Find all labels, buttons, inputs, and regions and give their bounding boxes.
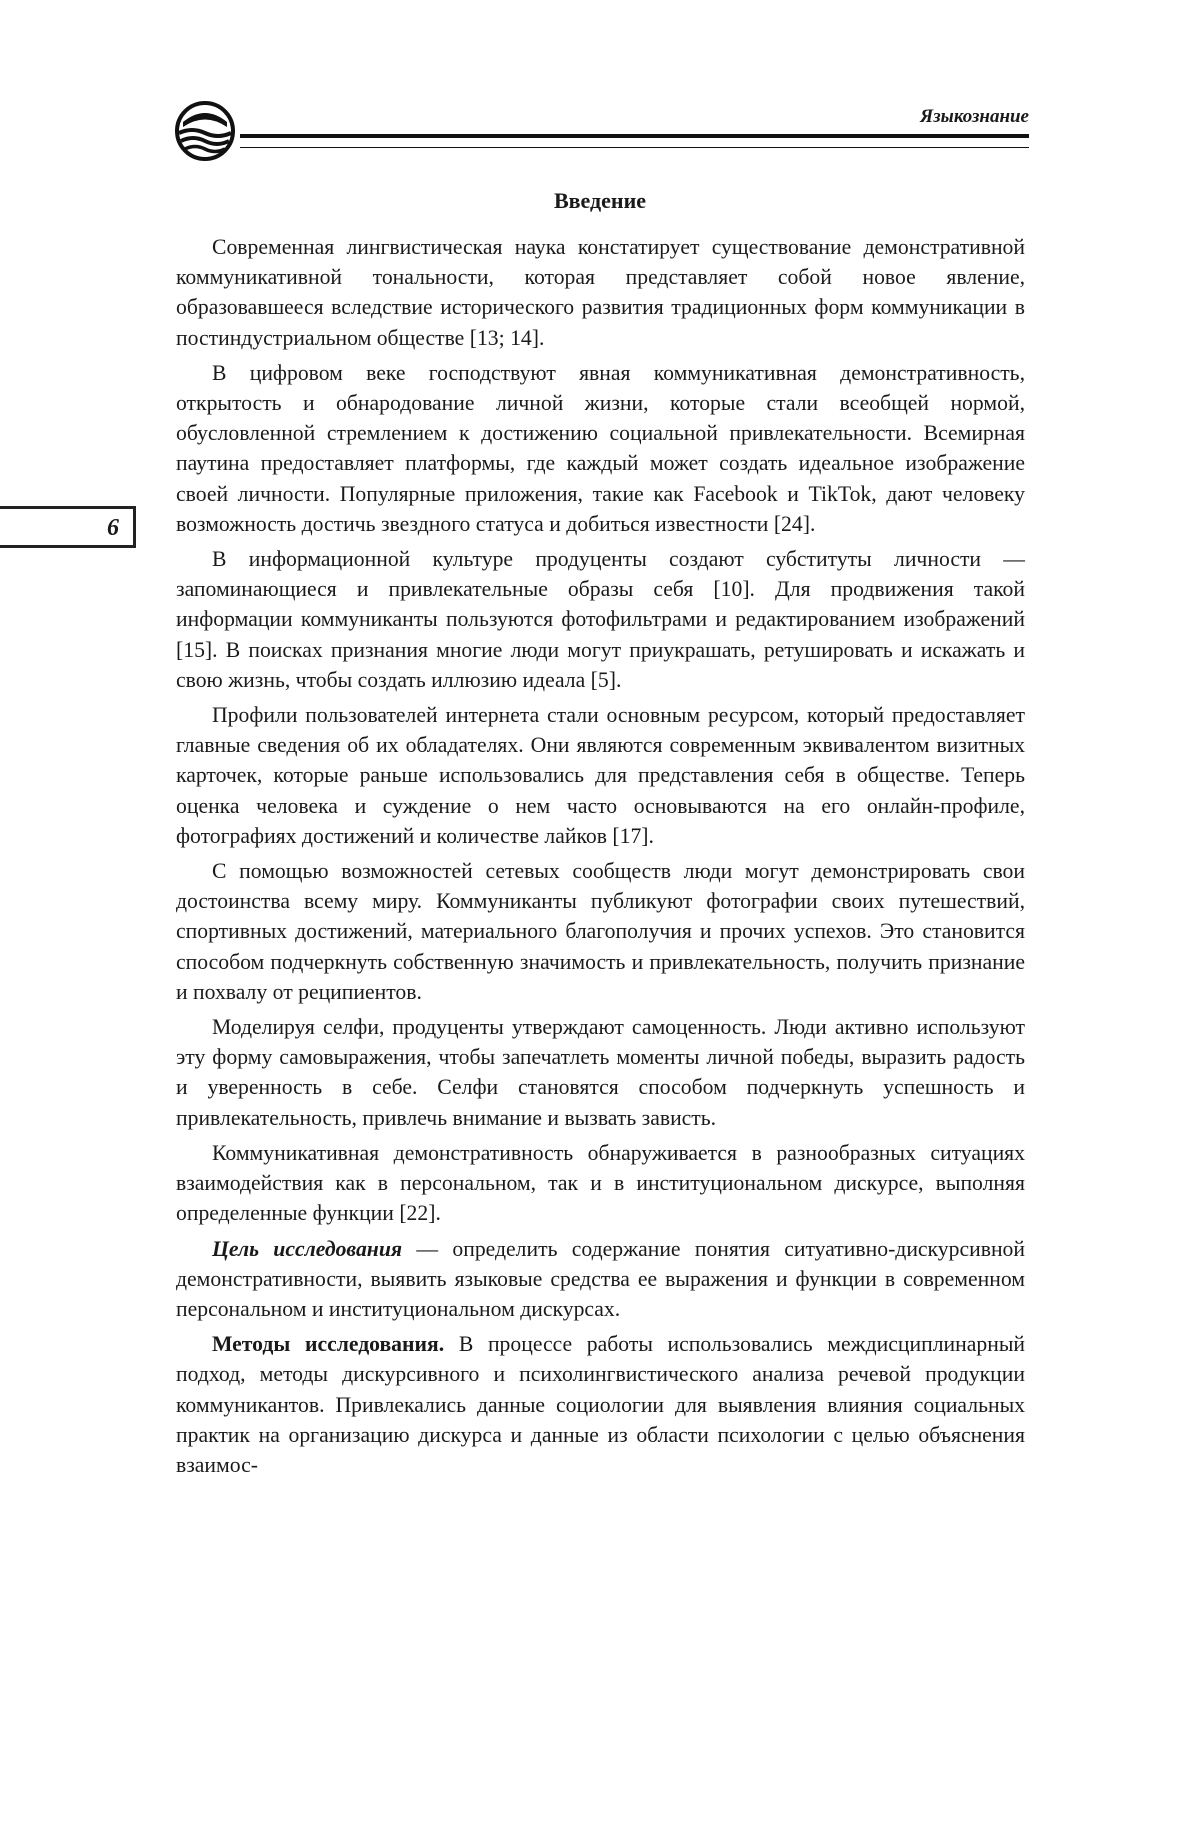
methods-lead: Методы исследования. [212,1332,445,1357]
running-title: Языкознание [920,106,1029,127]
paragraph-methods: Методы исследования. В процессе работы использовались междисциплинарный подход, методы дискурсивного и психолингвистического анализа речевой продукции коммуникантов. Привлекались данные социологии для выявления влияния социальных практик на организацию дискурса и данные из области психологии с целью объяснения взаимос- [176,1332,1026,1477]
paragraph: Современная лингвистическая наука констатирует существование демонстративной коммуникативной тональности, которая представляет собой новое явление, образовавшееся вследствие исторического развития традиционных форм коммуникации в постиндустриальном обществе [13; 14]. [176,235,1025,350]
publisher-wave-logo-icon [174,100,236,162]
page-number-tab [0,506,136,548]
header-rule [240,134,1029,148]
paragraph: Профили пользователей интернета стали основным ресурсом, который предоставляет главные сведения об их обладателях. Они являются современным эквивалентом визитных карточек, которые раньше использовались для представления себя в обществе. Теперь оценка человека и суждение о нем часто основываются на его онлайн-профиле, фотографиях достижений и количестве лайков [17]. [176,703,1025,848]
paragraph: С помощью возможностей сетевых сообществ люди могут демонстрировать свои достоинства всему миру. Коммуниканты публикуют фотографии своих путешествий, спортивных достижений, материального благополучия и прочих успехов. Это становится способом подчеркнуть собственную значимость и привлекательность, получить признание и похвалу от реципиентов. [176,859,1025,1004]
paragraph-aim: Цель исследования — определить содержание понятия ситуативно-дискурсивной демонстративности, выявить языковые средства ее выражения и функции в современном персональном и институциональном дискурсах. [176,1236,1025,1321]
page-number: 6 [107,515,119,541]
paragraph: Коммуникативная демонстративность обнаруживается в разнообразных ситуациях взаимодействия как в персональном, так и в институциональном дискурсе, выполняя определенные функции [22]. [176,1140,1025,1226]
paragraph: В информационной культуре продуценты создают субституты личности — запоминающиеся и привлекательные образы себя [10]. Для продвижения такой информации коммуниканты пользуются фотофильтрами и редактированием изображений [15]. В поисках признания многие люди могут приукрашать, ретушировать и искажать и свою жизнь, чтобы создать иллюзию идеала [5]. [176,547,1025,692]
paragraph: Моделируя селфи, продуценты утверждают самоценность. Люди активно используют эту форму самовыражения, чтобы запечатлеть моменты личной победы, выразить радость и уверенность в себе. Селфи становятся способом подчеркнуть успешность и привлекательность, привлечь внимание и вызвать зависть. [176,1015,1025,1130]
page-header [174,100,1029,170]
paragraph: В цифровом веке господствуют явная коммуникативная демонстративность, открытость и обнародование личной жизни, которые стали всеобщей нормой, обусловленной стремлением к достижению социальной привлекательности. Всемирная паутина предоставляет платформы, где каждый может создать идеальное изображение своей личности. Популярные приложения, такие как Facebook и TikTok, дают человеку возможность достичь звездного статуса и добиться известности [24]. [176,360,1025,536]
body-text [176,232,1025,1485]
aim-lead: Цель исследования [212,1236,403,1261]
section-heading: Введение [553,188,647,213]
